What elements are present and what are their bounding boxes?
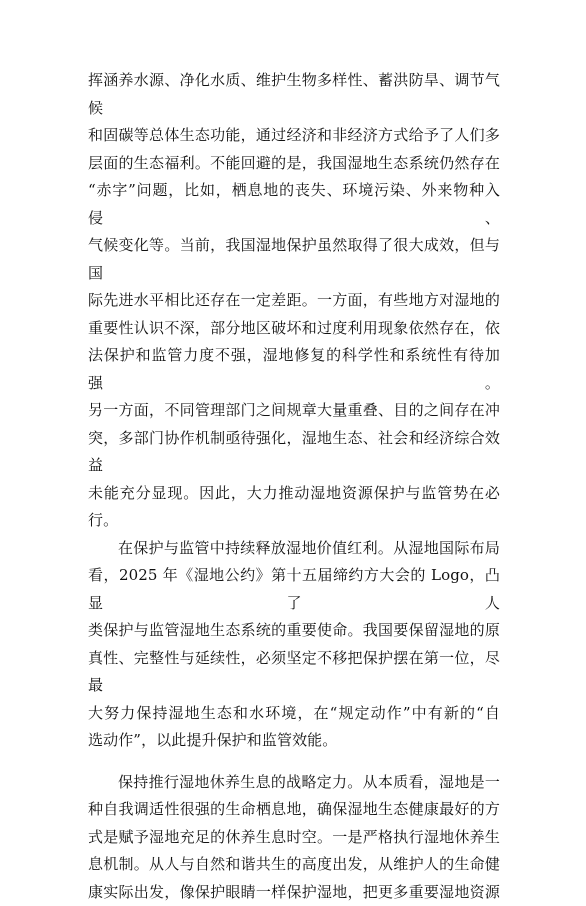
text-line: 法保护和监管力度不强，湿地修复的科学性和系统性有待加强。 <box>88 342 500 397</box>
text-line: 突，多部门协作机制亟待强化，湿地生态、社会和经济综合效益 <box>88 425 500 480</box>
text-line: 和固碳等总体生态功能，通过经济和非经济方式给予了人们多 <box>88 122 500 150</box>
document-body <box>88 67 500 906</box>
text-line: 类保护与监管湿地生态系统的重要使命。我国要保留湿地的原 <box>88 617 500 645</box>
text-line: 康实际出发，像保护眼睛一样保护湿地，把更多重要湿地资源 <box>88 879 500 906</box>
text-line: 重要性认识不深，部分地区破坏和过度利用现象依然存在，依 <box>88 315 500 343</box>
paragraph-3 <box>88 769 500 906</box>
text-line: “赤字”问题，比如，栖息地的丧失、环境污染、外来物种入侵、 <box>88 177 500 232</box>
text-line: 式是赋予湿地充足的休养生息时空。一是严格执行湿地休养生 <box>88 824 500 852</box>
text-line: 另一方面，不同管理部门之间规章大量重叠、目的之间存在冲 <box>88 397 500 425</box>
paragraph-1 <box>88 67 500 535</box>
text-line: 大努力保持湿地生态和水环境，在“规定动作”中有新的“自 <box>88 700 500 728</box>
text-line: 挥涵养水源、净化水质、维护生物多样性、蓄洪防旱、调节气候 <box>88 67 500 122</box>
text-line: 际先进水平相比还存在一定差距。一方面，有些地方对湿地的 <box>88 287 500 315</box>
paragraph-2 <box>88 535 500 755</box>
text-line: 选动作”，以此提升保护和监管效能。 <box>88 727 500 755</box>
text-line: 气候变化等。当前，我国湿地保护虽然取得了很大成效，但与国 <box>88 232 500 287</box>
text-line: 层面的生态福利。不能回避的是，我国湿地生态系统仍然存在 <box>88 150 500 178</box>
text-line: 保持推行湿地休养生息的战略定力。从本质看，湿地是一 <box>88 769 500 797</box>
text-line: 真性、完整性与延续性，必须坚定不移把保护摆在第一位，尽最 <box>88 645 500 700</box>
text-line: 种自我调适性很强的生命栖息地，确保湿地生态健康最好的方 <box>88 796 500 824</box>
text-line: 息机制。从人与自然和谐共生的高度出发，从维护人的生命健 <box>88 851 500 879</box>
text-line: 未能充分显现。因此，大力推动湿地资源保护与监管势在必行。 <box>88 480 500 535</box>
text-line: 看，2025 年《湿地公约》第十五届缔约方大会的 Logo，凸显了人 <box>88 562 500 617</box>
text-line: 在保护与监管中持续释放湿地价值红利。从湿地国际布局 <box>88 535 500 563</box>
